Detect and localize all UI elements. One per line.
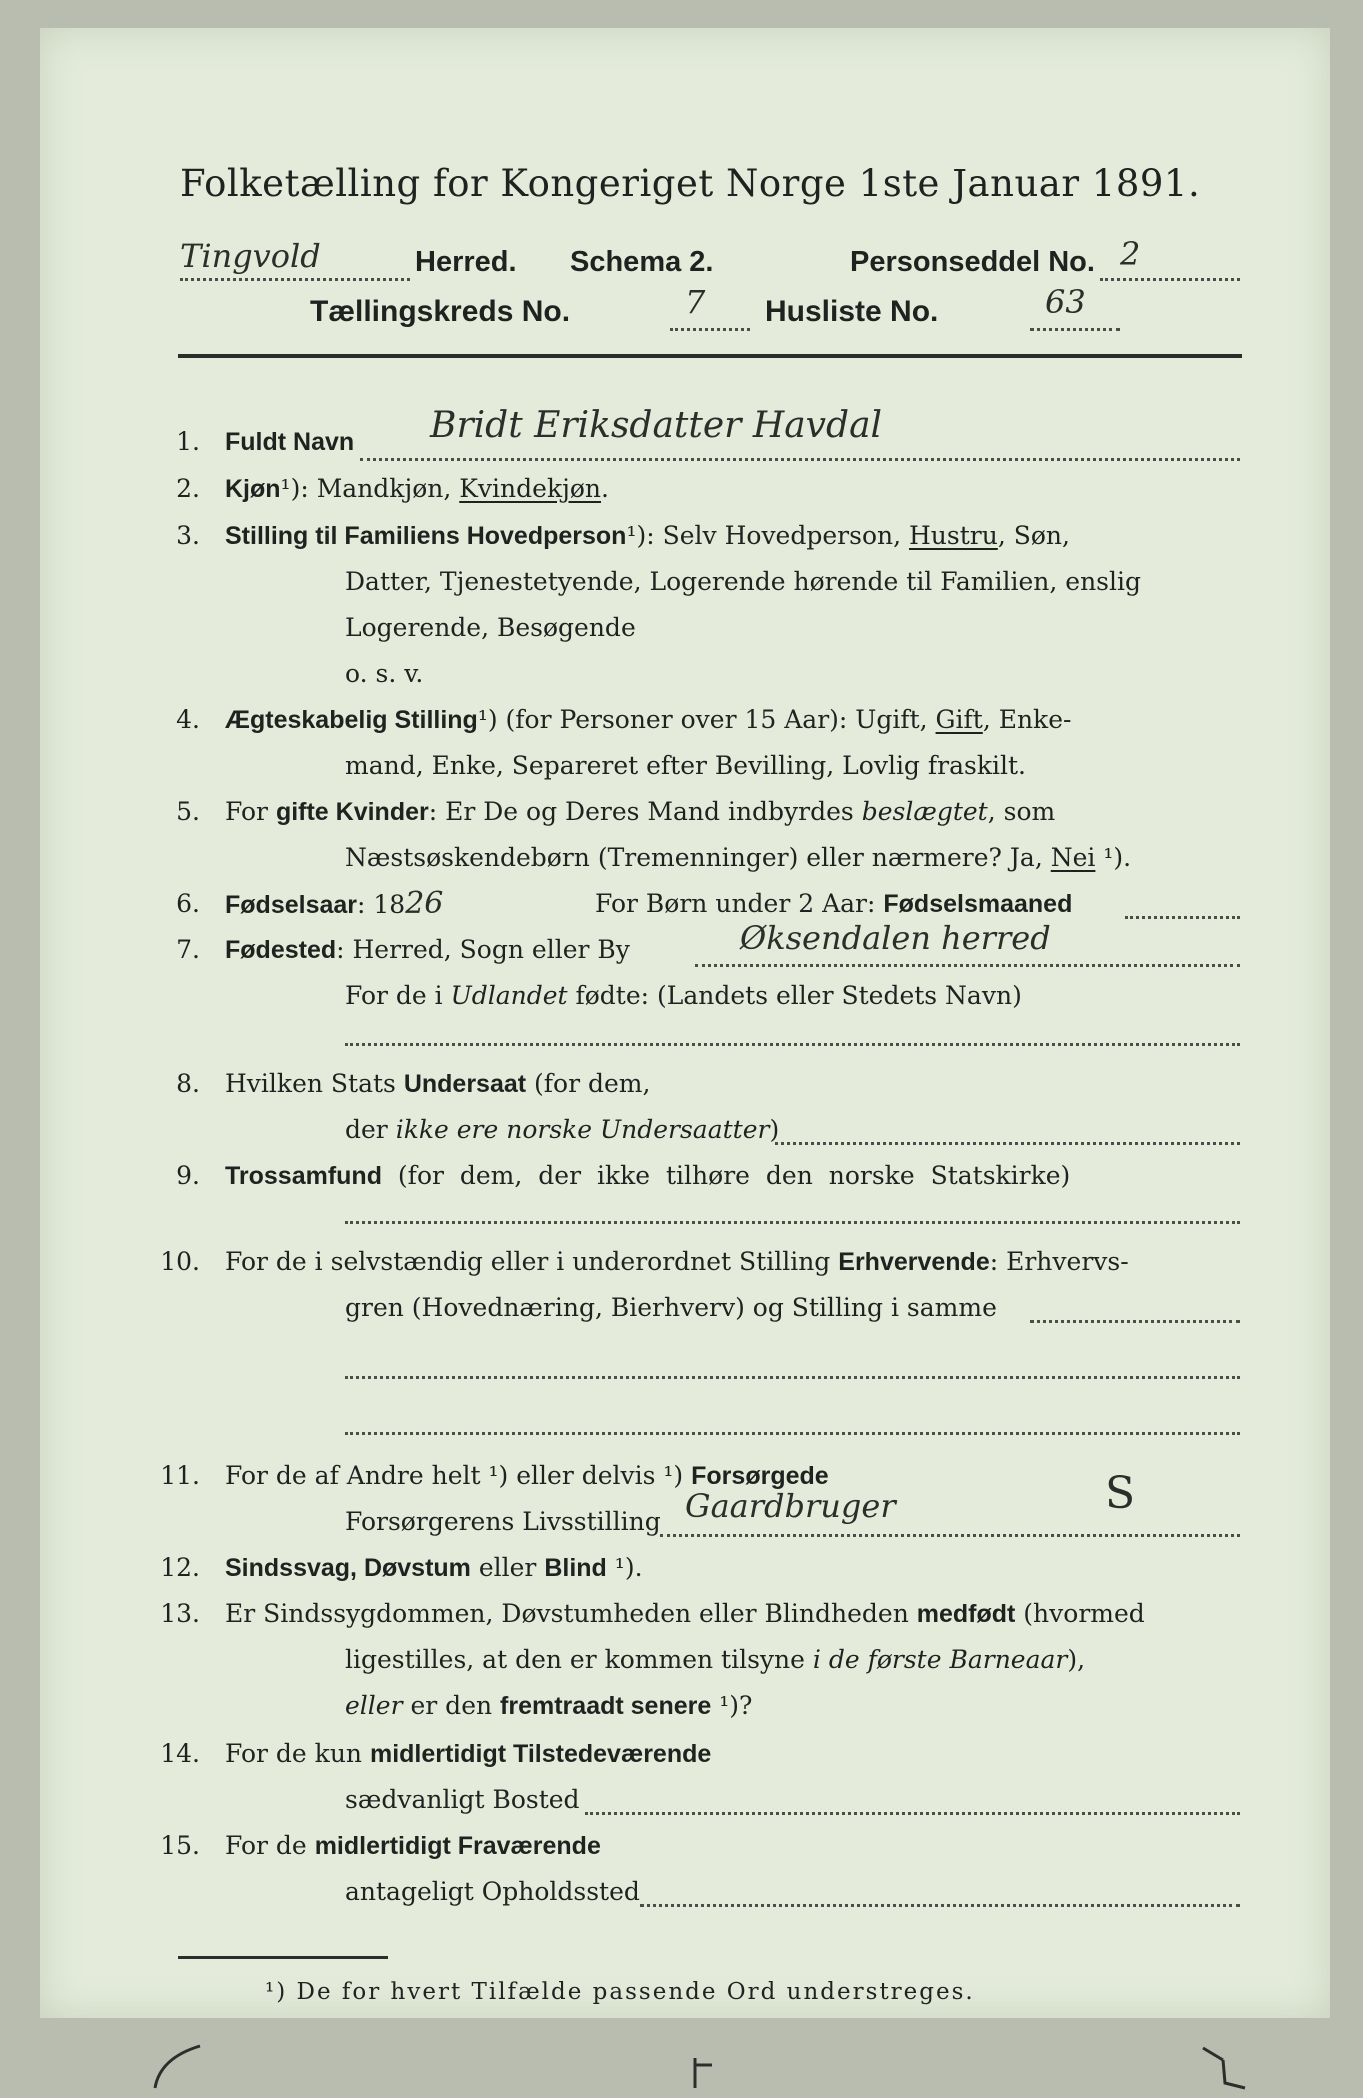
- item-number-15: 15.: [160, 1831, 200, 1860]
- husliste-dotted-line: [1030, 328, 1120, 331]
- medfodt-line-3: eller er den fremtraadt senere ¹)?: [345, 1691, 753, 1720]
- fuldt-navn-label: Fuldt Navn: [225, 428, 355, 456]
- item-number-13: 13.: [160, 1599, 200, 1628]
- stilling-line-4: o. s. v.: [345, 659, 424, 688]
- schema-label: Schema 2.: [570, 246, 714, 278]
- undersaat-dotted-line: [775, 1142, 1240, 1145]
- herred-label: Herred.: [415, 246, 517, 278]
- aegteskab-line-1: Ægteskabelig Stilling¹) (for Personer over 15 Aar): Ugift, Gift, Enke-: [225, 705, 1072, 734]
- fodested-line-2: For de i Udlandet fødte: (Landets eller Stedets Navn): [345, 981, 1022, 1010]
- item-number-6: 6.: [176, 889, 200, 918]
- taellingskreds-label: Tællingskreds No.: [310, 295, 571, 328]
- form-title: Folketælling for Kongeriget Norge 1ste Januar 1891.: [180, 162, 1201, 205]
- footnote-rule: [178, 1956, 388, 1959]
- forsorger-value: Gaardbruger: [685, 1487, 896, 1525]
- stilling-line-1: Stilling til Familiens Hovedperson¹): Selv Hovedperson, Hustru, Søn,: [225, 521, 1070, 550]
- erhverv-dotted-line-1: [1030, 1320, 1240, 1323]
- forsorger-mark: S: [1105, 1468, 1136, 1519]
- udland-dotted-line: [345, 1043, 1240, 1046]
- fodselsmaaned-dotted-line: [1125, 916, 1240, 919]
- undersaat-line-2: der ikke ere norske Undersaatter): [345, 1115, 780, 1144]
- fodested-line-1: Fødested: Herred, Sogn eller By: [225, 935, 630, 964]
- undersaat-line-1: Hvilken Stats Undersaat (for dem,: [225, 1069, 651, 1098]
- personseddel-number: 2: [1120, 235, 1141, 273]
- header-rule: [178, 354, 1242, 358]
- sindssvag-line: Sindssvag, Døvstum eller Blind ¹).: [225, 1553, 643, 1582]
- forsorgede-line-1: For de af Andre helt ¹) eller delvis ¹) Forsørgede: [225, 1461, 829, 1490]
- opholdssted-dotted-line: [640, 1904, 1240, 1907]
- erhverv-dotted-line-2: [345, 1376, 1240, 1379]
- forsorgede-line-2: Forsørgerens Livsstilling: [345, 1507, 661, 1536]
- trossamfund-dotted-line: [345, 1221, 1240, 1224]
- fodselsmaaned-line: For Børn under 2 Aar: Fødselsmaaned: [595, 889, 1073, 918]
- corner-mark-right: [1195, 2038, 1255, 2098]
- item-number-3: 3.: [176, 521, 200, 550]
- footnote: ¹) De for hvert Tilfælde passende Ord understreges.: [265, 1979, 975, 2005]
- husliste-number: 63: [1045, 283, 1086, 321]
- item-number-14: 14.: [160, 1739, 200, 1768]
- kreds-dotted-line: [670, 328, 750, 331]
- tilstedevaerende-line-2: sædvanligt Bosted: [345, 1785, 580, 1814]
- item-number-10: 10.: [160, 1247, 200, 1276]
- personseddel-label: Personseddel No.: [850, 246, 1095, 278]
- item-number-7: 7.: [176, 935, 200, 964]
- aegteskab-line-2: mand, Enke, Separeret efter Bevilling, Lovlig fraskilt.: [345, 751, 1026, 780]
- bosted-dotted-line: [585, 1812, 1240, 1815]
- tilstedevaerende-line-1: For de kun midlertidigt Tilstedeværende: [225, 1739, 712, 1768]
- beslaegtet-selected: Nei: [1050, 843, 1096, 872]
- navn-dotted-line: [360, 458, 1240, 461]
- taellingskreds-number: 7: [685, 283, 706, 321]
- gifte-kvinder-line-1: For gifte Kvinder: Er De og Deres Mand indbyrdes beslægtet, som: [225, 797, 1056, 826]
- item-number-4: 4.: [176, 705, 200, 734]
- item-number-11: 11.: [160, 1461, 200, 1490]
- stilling-line-3: Logerende, Besøgende: [345, 613, 636, 642]
- kjon-line: Kjøn¹): Mandkjøn, Kvindekjøn.: [225, 474, 609, 503]
- item-number-9: 9.: [176, 1161, 200, 1190]
- erhverv-line-1: For de i selvstændig eller i underordnet Stilling Erhvervende: Erhvervs-: [225, 1247, 1129, 1276]
- medfodt-line-2: ligestilles, at den er kommen tilsyne i de første Barneaar),: [345, 1645, 1086, 1674]
- erhverv-dotted-line-3: [345, 1432, 1240, 1435]
- personseddel-dotted-line: [1100, 278, 1240, 281]
- fravaerende-line-1: For de midlertidigt Fraværende: [225, 1831, 601, 1860]
- trossamfund-line: Trossamfund (for dem, der ikke tilhøre den norske Statskirke): [225, 1161, 1071, 1190]
- kjon-selected: Kvindekjøn: [459, 474, 601, 503]
- forsorger-dotted-line: [660, 1534, 1240, 1537]
- erhverv-line-2: gren (Hovednæring, Bierhverv) og Stilling i samme: [345, 1293, 997, 1322]
- stilling-line-2: Datter, Tjenestetyende, Logerende hørende til Familien, enslig: [345, 567, 1142, 596]
- item-number-5: 5.: [176, 797, 200, 826]
- corner-mark-center: [680, 2053, 720, 2093]
- stilling-selected: Hustru: [909, 521, 998, 550]
- census-form-page: [40, 28, 1330, 2018]
- aegteskab-selected: Gift: [935, 705, 983, 734]
- fodselsaar-value: 26: [405, 886, 444, 921]
- fodested-value: Øksendalen herred: [740, 919, 1051, 957]
- item-number-8: 8.: [176, 1069, 200, 1098]
- fodselsaar-line: Fødselsaar: 1826: [225, 886, 444, 921]
- medfodt-line-1: Er Sindssygdommen, Døvstumheden eller Blindheden medfødt (hvormed: [225, 1599, 1145, 1628]
- corner-mark-left: [140, 2038, 220, 2098]
- herred-name-handwritten: Tingvold: [180, 237, 321, 275]
- gifte-kvinder-line-2: Næstsøskendebørn (Tremenninger) eller nærmere? Ja, Nei ¹).: [345, 843, 1132, 872]
- fravaerende-line-2: antageligt Opholdssted: [345, 1877, 640, 1906]
- fodested-dotted-line: [695, 964, 1240, 967]
- herred-dotted-line: [180, 278, 410, 281]
- husliste-label: Husliste No.: [765, 295, 939, 328]
- fuldt-navn-value: Bridt Eriksdatter Havdal: [430, 405, 883, 446]
- item-number-12: 12.: [160, 1553, 200, 1582]
- item-number-1: 1.: [176, 427, 200, 456]
- item-number-2: 2.: [176, 474, 200, 503]
